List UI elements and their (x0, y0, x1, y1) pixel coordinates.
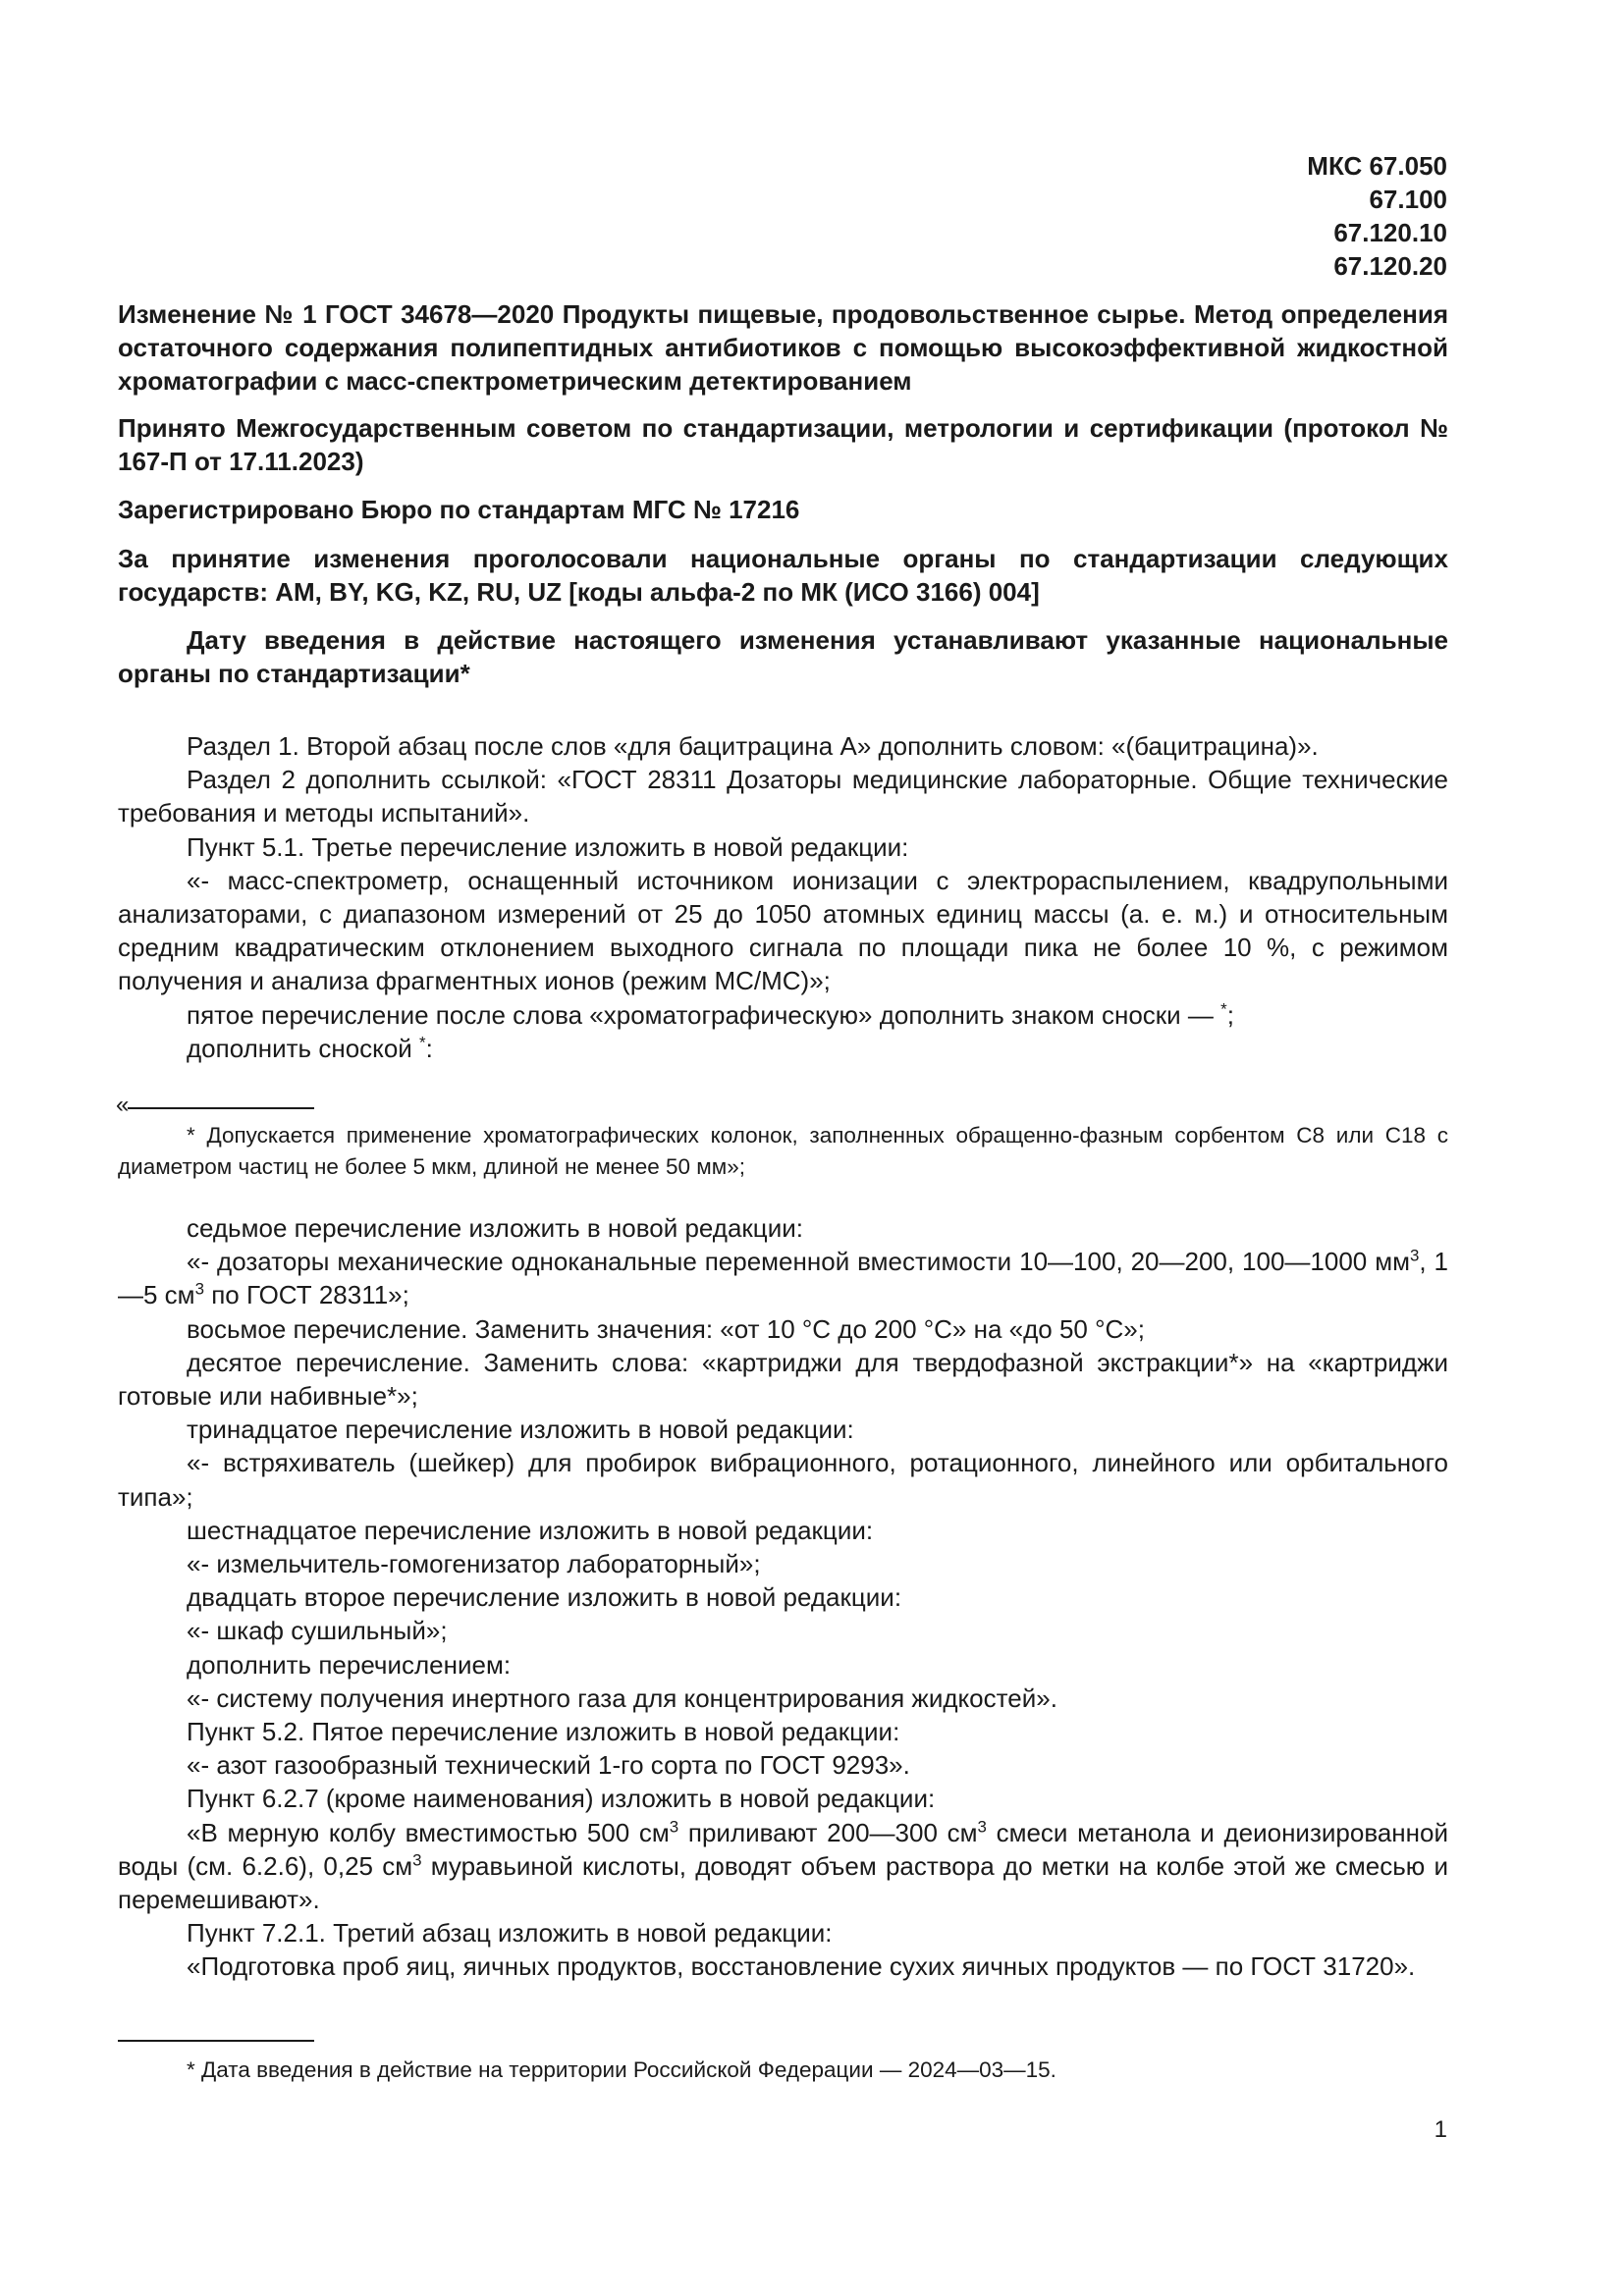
superscript: 3 (412, 1850, 422, 1870)
voting-statement: За принятие изменения проголосовали национальные органы по стандартизации следующих государств: AM, BY, KG, KZ, RU, UZ [коды альфа-2 по МК (ИСО 3166) 004] (118, 544, 1448, 607)
superscript: 3 (194, 1279, 204, 1299)
footnote-separator (118, 2040, 314, 2042)
paragraph: Раздел 2 дополнить ссылкой: «ГОСТ 28311 Дозаторы медицинские лабораторные. Общие технические требования и методы испытаний». (118, 765, 1448, 828)
paragraph (118, 1245, 1448, 1311)
text-run: «В мерную колбу вместимостью 500 см (187, 1817, 670, 1847)
mks-code: 67.120.10 (1333, 218, 1447, 247)
paragraph: «- систему получения инертного газа для концентрирования жидкостей». (187, 1682, 1057, 1713)
paragraph: «- азот газообразный технический 1-го сорта по ГОСТ 9293». (187, 1750, 910, 1781)
text-run: муравьиной кислоты, доводят объем раствора до метки на колбе этой же смесью и перемешивают». (118, 1850, 1449, 1915)
superscript: 3 (1409, 1246, 1420, 1265)
text-run: смеси метанола и деионизированной воды (см. 6.2.6), 0,25 см (118, 1817, 1448, 1881)
paragraph: Пункт 7.2.1. Третий абзац изложить в новой редакции: (187, 1918, 833, 1949)
mks-code: МКС 67.050 (1307, 151, 1447, 181)
paragraph: Пункт 6.2.7 (кроме наименования) изложить в новой редакции: (187, 1784, 936, 1814)
footnote-effective-date (118, 2055, 1448, 2086)
paragraph: Пункт 5.2. Пятое перечисление изложить в новой редакции: (187, 1717, 900, 1747)
text-run: пятое перечисление после слова «хроматографическую» дополнить знаком сноски — (187, 999, 1221, 1030)
superscript: 3 (977, 1817, 987, 1836)
amendment-body-bottom (118, 1211, 1448, 1984)
footnote-separator (128, 1107, 314, 1109)
paragraph (118, 1032, 1448, 1065)
footnote-text: * Дата введения в действие на территории Российской Федерации — 2024—03—15. (187, 2057, 1056, 2082)
footnote-columns (118, 1120, 1448, 1183)
paragraph: Раздел 1. Второй абзац после слов «для бацитрацина А» дополнить словом: «(бацитрацина)». (187, 731, 1319, 761)
mks-code: 67.120.20 (1333, 251, 1447, 281)
paragraph: дополнить перечислением: (187, 1649, 512, 1680)
amendment-title: Изменение № 1 ГОСТ 34678—2020 Продукты пищевые, продовольственное сырье. Метод определения остаточного содержания полипептидных антибиотиков с помощью высокоэффективной жидкостной хроматографии с масс-спектрометрическим детектированием (118, 299, 1448, 396)
footnote-text: * Допускается применение хроматографических колонок, заполненных обращенно-фазным сорбентом С8 или С18 с диаметром частиц не более 5 мкм, длиной не менее 50 мм»; (118, 1123, 1448, 1179)
text-run: , 1—5 см (118, 1247, 1448, 1310)
text-run: «- дозаторы механические одноканальные переменной вместимости 10—100, 20—200, 100—1000 мм (187, 1247, 1410, 1277)
paragraph: седьмое перечисление изложить в новой редакции: (187, 1213, 803, 1243)
paragraph: восьмое перечисление. Заменить значения: «от 10 °С до 200 °С» на «до 50 °С»; (187, 1313, 1145, 1344)
superscript: 3 (669, 1817, 679, 1836)
effective-date-statement: Дату введения в действие настоящего изменения устанавливают указанные национальные органы по стандартизации* (118, 625, 1448, 688)
paragraph: «- измельчитель-гомогенизатор лабораторный»; (187, 1549, 761, 1579)
text-run: : (425, 1033, 433, 1063)
paragraph: тринадцатое перечисление изложить в новой редакции: (187, 1415, 854, 1445)
mks-code: 67.100 (1369, 185, 1447, 214)
footnote-mark: * (419, 1033, 426, 1052)
text-run: по ГОСТ 28311»; (203, 1280, 409, 1310)
paragraph: «- шкаф сушильный»; (187, 1616, 448, 1646)
paragraph: десятое перечисление. Заменить слова: «картриджи для твердофазной экстракции*» на «картриджи готовые или набивные*»; (118, 1347, 1448, 1412)
paragraph: шестнадцатое перечисление изложить в новой редакции: (187, 1515, 874, 1545)
text-run: дополнить сноской (187, 1033, 420, 1063)
paragraph: «Подготовка проб яиц, яичных продуктов, восстановление сухих яичных продуктов — по ГОСТ 31720». (187, 1951, 1416, 1982)
registration-statement: Зарегистрировано Бюро по стандартам МГС № 17216 (118, 495, 800, 524)
footnote-mark: * (1220, 998, 1227, 1018)
paragraph: Пункт 5.1. Третье перечисление изложить в новой редакции: (187, 831, 909, 862)
page-number: 1 (1434, 2116, 1447, 2143)
paragraph: «- встряхиватель (шейкер) для пробирок вибрационного, ротационного, линейного или орбитального типа»; (118, 1448, 1448, 1512)
text-run: приливают 200—300 см (678, 1817, 978, 1847)
paragraph (118, 998, 1448, 1032)
adopted-statement: Принято Межгосударственным советом по стандартизации, метрологии и сертификации (протокол № 167-П от 17.11.2023) (118, 413, 1448, 476)
paragraph (118, 1816, 1448, 1917)
text-run: ; (1226, 999, 1234, 1030)
mks-codes (1307, 149, 1447, 283)
paragraph: «- масс-спектрометр, оснащенный источником ионизации с электрораспылением, квадрупольными анализаторами, с диапазоном измерений от 25 до 1050 атомных единиц массы (а. е. м.) и относительным средним квадратическим отклонением выходного сигнала по площади пика не более 10 %, с режимом получения и анализа фрагментных ионов (режим МС/МС)»; (118, 865, 1448, 996)
amendment-body-top (118, 729, 1448, 1065)
footnote-open-quote: « (116, 1092, 130, 1118)
paragraph: двадцать второе перечисление изложить в новой редакции: (187, 1582, 902, 1613)
